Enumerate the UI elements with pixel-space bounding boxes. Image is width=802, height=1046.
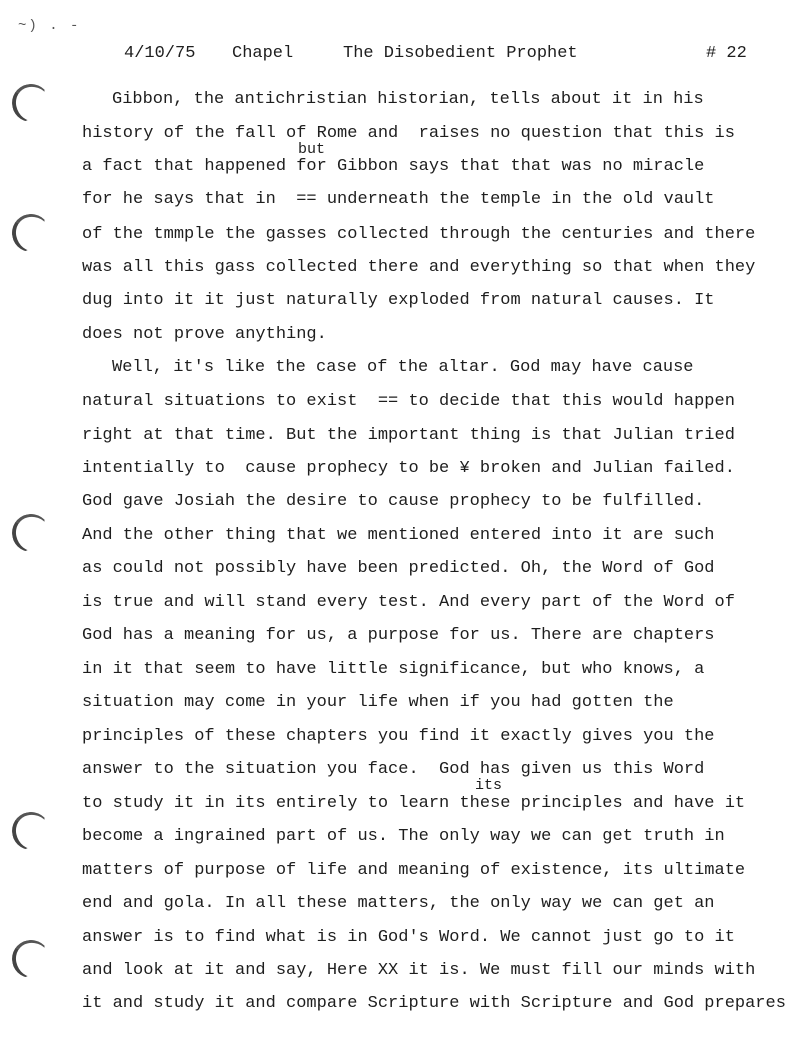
text-line: become a ingrained part of us. The only way we can get truth in xyxy=(82,827,725,846)
header-title: The Disobedient Prophet xyxy=(343,44,578,63)
text-line: God gave Josiah the desire to cause prophecy to be fulfilled. xyxy=(82,492,705,511)
text-line: God has a meaning for us, a purpose for us. There are chapters xyxy=(82,626,715,645)
text-line: situation may come in your life when if you had gotten the xyxy=(82,693,674,712)
text-line: for he says that in == underneath the temple in the old vault xyxy=(82,190,715,209)
punch-hole xyxy=(8,510,53,555)
punch-hole xyxy=(8,210,53,255)
text-line: as could not possibly have been predicted. Oh, the Word of God xyxy=(82,559,715,578)
text-line: And the other thing that we mentioned entered into it are such xyxy=(82,526,715,545)
interlinear-insertion: its xyxy=(475,777,503,794)
text-line: does not prove anything. xyxy=(82,325,327,344)
text-line: natural situations to exist == to decide that this would happen xyxy=(82,392,735,411)
text-line: Well, it's like the case of the altar. God may have cause xyxy=(112,358,694,377)
text-line: in it that seem to have little significance, but who knows, a xyxy=(82,660,705,679)
text-line: of the tmmple the gasses collected through the centuries and there xyxy=(82,225,756,244)
corner-marks: ~) . - xyxy=(18,18,81,34)
text-line: principles of these chapters you find it exactly gives you the xyxy=(82,727,715,746)
text-line: matters of purpose of life and meaning of existence, its ultimate xyxy=(82,861,746,880)
text-line: intentially to cause prophecy to be ¥ broken and Julian failed. xyxy=(82,459,735,478)
header-page-number: # 22 xyxy=(706,44,747,63)
header-type: Chapel xyxy=(232,44,294,63)
text-line: Gibbon, the antichristian historian, tells about it in his xyxy=(112,90,704,109)
text-line: history of the fall of Rome and raises no question that this is xyxy=(82,124,735,143)
text-line: answer to the situation you face. God has given us this Word xyxy=(82,760,705,779)
text-line: end and gola. In all these matters, the only way we can get an xyxy=(82,894,715,913)
punch-hole xyxy=(8,808,53,853)
text-line: right at that time. But the important thing is that Julian tried xyxy=(82,426,735,445)
punch-hole xyxy=(8,80,53,125)
interlinear-insertion: but xyxy=(298,141,326,158)
text-line: and look at it and say, Here XX it is. We must fill our minds with xyxy=(82,961,756,980)
punch-hole xyxy=(8,936,53,981)
text-line: was all this gass collected there and everything so that when they xyxy=(82,258,756,277)
text-line: dug into it it just naturally exploded from natural causes. It xyxy=(82,291,715,310)
text-line: to study it in its entirely to learn these principles and have it xyxy=(82,794,746,813)
text-line: it and study it and compare Scripture with Scripture and God prepares xyxy=(82,994,786,1013)
text-line: is true and will stand every test. And every part of the Word of xyxy=(82,593,735,612)
header-date: 4/10/75 xyxy=(124,44,196,63)
text-line: a fact that happened for Gibbon says that that was no miracle xyxy=(82,157,705,176)
text-line: answer is to find what is in God's Word. We cannot just go to it xyxy=(82,928,735,947)
